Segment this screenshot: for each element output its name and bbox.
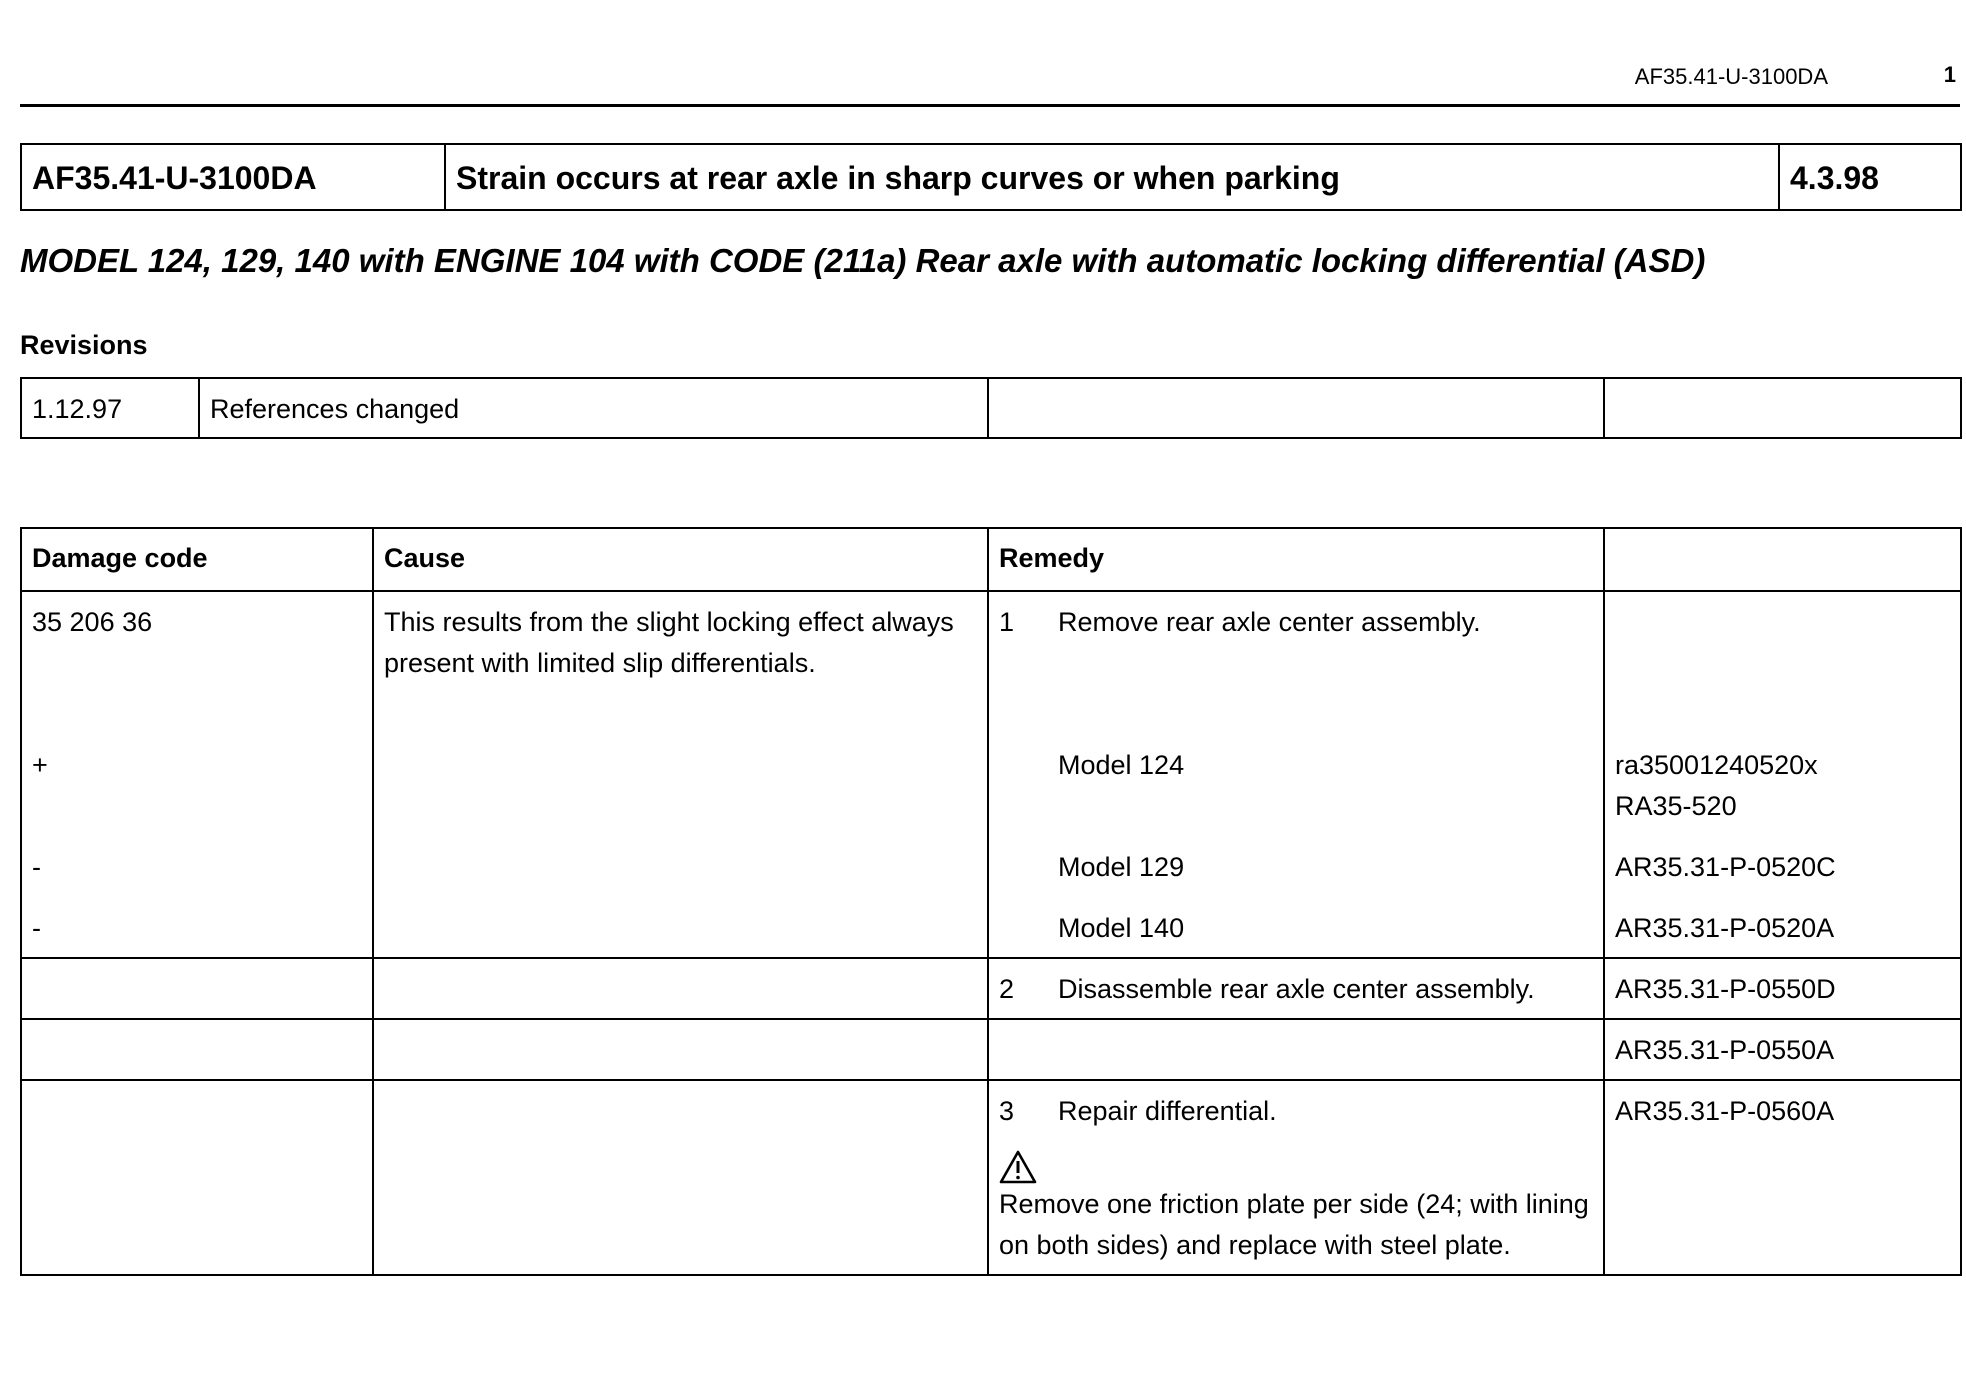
- remedy-step: [999, 1091, 1595, 1132]
- remedy-cell: [988, 1080, 1604, 1275]
- header-reference: [1604, 528, 1961, 591]
- step-number: 2: [999, 974, 1015, 1004]
- table-header-row: [21, 528, 1961, 591]
- table-row: [21, 1080, 1961, 1275]
- remedy-cell: [988, 958, 1604, 1019]
- revision-row: [21, 378, 1961, 438]
- reference-link[interactable]: AR35.31-P-0520C: [1615, 852, 1836, 882]
- reference-cell: [1604, 1080, 1961, 1275]
- header-cause: Cause: [373, 528, 988, 591]
- cause-text: This results from the slight locking effect always present with limited slip differentials.: [384, 607, 954, 678]
- header-doc-id: AF35.41-U-3100DA: [1634, 64, 1828, 89]
- revision-text: References changed: [199, 378, 988, 438]
- damage-code-cell: [21, 591, 373, 958]
- reference-cell: [1604, 591, 1961, 958]
- cause-cell: [373, 591, 988, 958]
- reference-cell: [1604, 958, 1961, 1019]
- header-remedy: Remedy: [988, 528, 1604, 591]
- reference-link[interactable]: AR35.31-P-0550A: [1615, 1035, 1835, 1065]
- reference-link[interactable]: AR35.31-P-0560A: [1615, 1096, 1835, 1126]
- model-label: Model 124: [1058, 750, 1185, 780]
- reference-link[interactable]: RA35-520: [1615, 791, 1737, 821]
- step-text: Remove rear axle center assembly.: [1058, 607, 1481, 637]
- reference-link[interactable]: AR35.31-P-0550D: [1615, 974, 1836, 1004]
- applicability-line: MODEL 124, 129, 140 with ENGINE 104 with CODE (211a) Rear axle with automatic locking differential (ASD): [20, 242, 1706, 279]
- remedy-step: [999, 602, 1595, 643]
- reference-cell: [1604, 1019, 1961, 1080]
- damage-table: [20, 527, 1962, 1276]
- remedy-cell: [988, 591, 1604, 958]
- model-label: Model 129: [1058, 852, 1185, 882]
- step-number: 1: [999, 607, 1015, 637]
- model-label: Model 140: [1058, 913, 1185, 943]
- symbol-dash: -: [32, 913, 41, 943]
- warning-triangle-icon: [999, 1150, 1037, 1184]
- header-damage-code: Damage code: [21, 528, 373, 591]
- reference-link[interactable]: ra35001240520x: [1615, 750, 1818, 780]
- symbol-dash: -: [32, 852, 41, 882]
- step-text: Disassemble rear axle center assembly.: [1058, 974, 1535, 1004]
- title-code: AF35.41-U-3100DA: [21, 144, 445, 210]
- title-text: Strain occurs at rear axle in sharp curves or when parking: [445, 144, 1779, 210]
- revisions-heading: Revisions: [20, 330, 148, 360]
- revisions-table: [20, 377, 1962, 439]
- title-date: 4.3.98: [1779, 144, 1961, 210]
- step-text: Repair differential.: [1058, 1096, 1277, 1126]
- step-number: 3: [999, 1096, 1015, 1126]
- running-header: [20, 58, 1960, 107]
- revision-empty-cell: [1604, 378, 1961, 438]
- revision-date: 1.12.97: [21, 378, 199, 438]
- reference-link[interactable]: AR35.31-P-0520A: [1615, 913, 1835, 943]
- warning-text: Remove one friction plate per side (24; with lining on both sides) and replace with steel plate.: [999, 1189, 1589, 1260]
- revision-empty-cell: [988, 378, 1604, 438]
- damage-code: 35 206 36: [32, 607, 153, 637]
- remedy-step: [999, 969, 1595, 1010]
- table-row: [21, 591, 1961, 958]
- table-row: [21, 1019, 1961, 1080]
- title-block: [20, 143, 1962, 211]
- table-row: [21, 958, 1961, 1019]
- header-page-number: 1: [1943, 62, 1956, 87]
- symbol-plus: +: [32, 750, 48, 780]
